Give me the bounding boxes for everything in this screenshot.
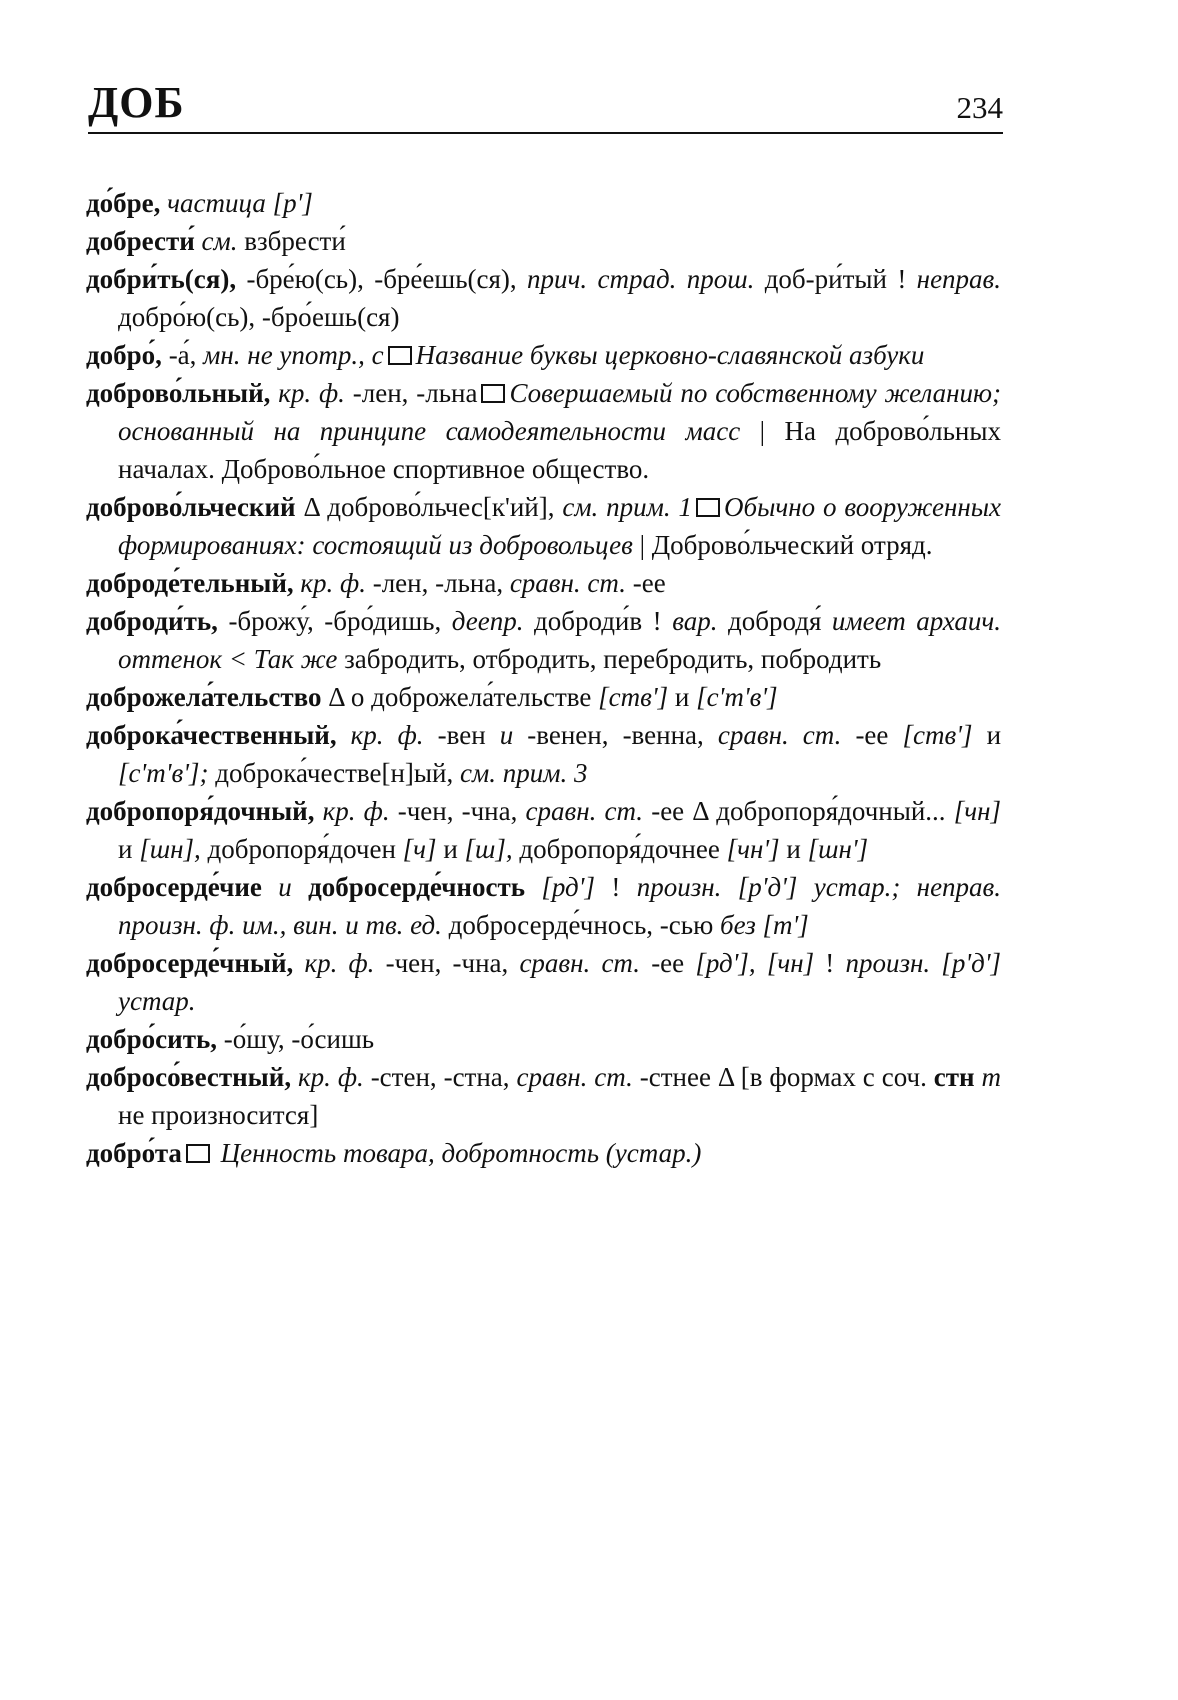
grammar-note: кр. ф. — [298, 1062, 364, 1092]
transcription: [ш], — [464, 834, 513, 864]
headword-variant: добросерде́чность — [308, 872, 526, 902]
grammar-note: сравн. ст. — [525, 796, 644, 826]
entry-dobrosit — [86, 1020, 1001, 1058]
conjunction: и — [499, 720, 514, 750]
conjunction: и — [278, 872, 292, 902]
forms: добро́ю(сь), -бро́ешь(ся) — [118, 302, 400, 332]
cross-ref: см. прим. 3 — [460, 758, 588, 788]
grammar-note: мн. не употр., с — [203, 340, 384, 370]
grammar-note: сравн. ст. — [717, 720, 842, 750]
forms: -ее — [632, 568, 666, 598]
transcription: [шн'] — [807, 834, 869, 864]
usage-label: неправ. — [916, 264, 1002, 294]
cluster: стн — [933, 1062, 975, 1092]
headword: добро́сить, — [86, 1024, 218, 1054]
transcription: [с'т'в'] — [696, 682, 778, 712]
usage-note: произн. [р'д'] устар.; неправ. произн. ф. им., вин. и тв. ед. — [118, 872, 1002, 940]
cross-ref-label: см. — [201, 226, 238, 256]
page-header — [88, 76, 1003, 134]
transcription: [рд'], [чн] — [695, 948, 815, 978]
entry-dobrodit — [86, 602, 1001, 678]
headword: до́бре, — [86, 188, 161, 218]
grammar-note: кр. ф. — [322, 796, 390, 826]
pronunciation-note: Δ о доброжела́тельстве — [328, 682, 592, 712]
headword: доброжела́тельство — [86, 682, 322, 712]
grammar-note: кр. ф. — [300, 568, 366, 598]
forms: -вен — [437, 720, 486, 750]
transcription: [чн] — [953, 796, 1001, 826]
transcription: [рд'] — [541, 872, 595, 902]
forms: -стен, -стна, — [370, 1062, 510, 1092]
forms: доб-ри́тый ! — [764, 264, 907, 294]
headword: добросерде́чие — [86, 872, 262, 902]
guide-word: ДОБ — [88, 78, 185, 127]
transcription: [с'т'в']; — [118, 758, 209, 788]
forms: -ее — [651, 948, 685, 978]
warning-mark: ! — [825, 948, 835, 978]
forms: добродя́ — [728, 606, 822, 636]
example: | Доброво́льческий отряд. — [639, 530, 933, 560]
usage-note: имеет архаич. оттенок < Так же — [118, 606, 1001, 674]
entry-dobrit — [86, 260, 1001, 336]
grammar-note: частица [р'] — [167, 188, 313, 218]
conjunction: и — [443, 834, 458, 864]
headword: доброде́тельный, — [86, 568, 294, 598]
forms: -чен, -чна, — [385, 948, 509, 978]
headword: добропоря́дочный, — [86, 796, 315, 826]
forms: -лен, -льна — [352, 378, 478, 408]
entry-dobrosovestny — [86, 1058, 1001, 1134]
entry-dobro — [86, 336, 1001, 374]
entry-dobrovolchesky — [86, 488, 1001, 564]
page-number: 234 — [956, 90, 1003, 125]
definition-box-icon — [481, 384, 505, 403]
entry-dobrokachestvenny — [86, 716, 1001, 792]
dictionary-entries — [86, 184, 1001, 1172]
headword: добросо́вестный, — [86, 1062, 292, 1092]
grammar-note: сравн. ст. — [519, 948, 641, 978]
forms: -бре́ю(сь), -бре́ешь(ся), — [246, 264, 517, 294]
forms: добропоря́дочнее — [519, 834, 720, 864]
definition: Название буквы церковно-славянской азбуки — [415, 340, 925, 370]
headword: добри́ть(ся), — [86, 264, 237, 294]
entry-dobre — [86, 184, 1001, 222]
transcription: [ств'] — [902, 720, 973, 750]
conjunction: и — [118, 834, 133, 864]
grammar-note: прич. страд. прош. — [527, 264, 755, 294]
transcription: без [т'] — [720, 910, 809, 940]
grammar-note: деепр. — [451, 606, 524, 636]
pronunciation-note: не произносится] — [118, 1100, 319, 1130]
forms: доброка́честве[н]ый, — [215, 758, 454, 788]
headword: добрести́ — [86, 226, 195, 256]
forms: -а́, — [168, 340, 197, 370]
example: | На доброво́льных началах. Доброво́льное спортивное общество. — [118, 416, 1002, 484]
grammar-note: сравн. ст. — [509, 568, 626, 598]
grammar-note: кр. ф. — [350, 720, 424, 750]
forms: доброди́в ! — [534, 606, 662, 636]
entry-dobroserdechny — [86, 944, 1001, 1020]
entry-dobroporyadochny — [86, 792, 1001, 868]
headword: доброво́льческий — [86, 492, 296, 522]
entry-dobrozhelatelstvo — [86, 678, 1001, 716]
definition: Совершаемый по собственному желанию; основанный на принципе самодеятельности масс — [118, 378, 1002, 446]
entry-dobrodetelny — [86, 564, 1001, 602]
usage-note: произн. [р'д'] устар. — [118, 948, 1002, 1016]
related-words: забродить, отбродить, перебродить, побродить — [344, 644, 882, 674]
definition-box-icon — [696, 498, 720, 517]
transcription: [ч] — [402, 834, 437, 864]
pronunciation-note: -стнее Δ [в формах с соч. — [639, 1062, 927, 1092]
entry-dobrovolny — [86, 374, 1001, 488]
definition: Ценность товара, добротность (устар.) — [220, 1138, 702, 1168]
headword: доброво́льный, — [86, 378, 271, 408]
conjunction: и — [786, 834, 801, 864]
forms: -о́шу, -о́сишь — [223, 1024, 375, 1054]
forms: -венен, -венна, — [527, 720, 704, 750]
headword: добро́та — [86, 1138, 182, 1168]
warning-mark: ! — [611, 872, 621, 902]
forms: -брожу́, -бро́дишь, — [228, 606, 442, 636]
forms: -ее Δ добропоря́дочный... — [651, 796, 946, 826]
definition-box-icon — [388, 346, 412, 365]
pronunciation-note: Δ доброво́льчес[к'ий], — [303, 492, 555, 522]
definition: Обычно о вооруженных формированиях: состоящий из добровольцев — [118, 492, 1002, 560]
transcription: [шн], — [139, 834, 201, 864]
grammar-note: кр. ф. — [278, 378, 345, 408]
cross-ref-target: взбрести́ — [244, 226, 346, 256]
transcription: [ств'] — [598, 682, 669, 712]
definition-box-icon — [186, 1144, 210, 1163]
cross-ref: см. прим. 1 — [562, 492, 693, 522]
forms: -чен, -чна, — [397, 796, 518, 826]
forms: -лен, -льна, — [372, 568, 504, 598]
usage-label: вар. — [672, 606, 718, 636]
forms: добропоря́дочен — [207, 834, 396, 864]
headword: добро́, — [86, 340, 162, 370]
entry-dobrota — [86, 1134, 1001, 1172]
headword: добросерде́чный, — [86, 948, 294, 978]
transcription: [чн'] — [726, 834, 780, 864]
conjunction: и — [674, 682, 690, 712]
silent-letter: т — [981, 1062, 1002, 1092]
headword: доброди́ть, — [86, 606, 218, 636]
headword: доброка́чественный, — [86, 720, 337, 750]
grammar-note: кр. ф. — [304, 948, 375, 978]
grammar-note: сравн. ст. — [516, 1062, 633, 1092]
conjunction: и — [986, 720, 1002, 750]
entry-dobresti — [86, 222, 1001, 260]
forms: -ее — [855, 720, 889, 750]
entry-dobroserdechie — [86, 868, 1001, 944]
forms: добросерде́чнось, -сью — [448, 910, 714, 940]
